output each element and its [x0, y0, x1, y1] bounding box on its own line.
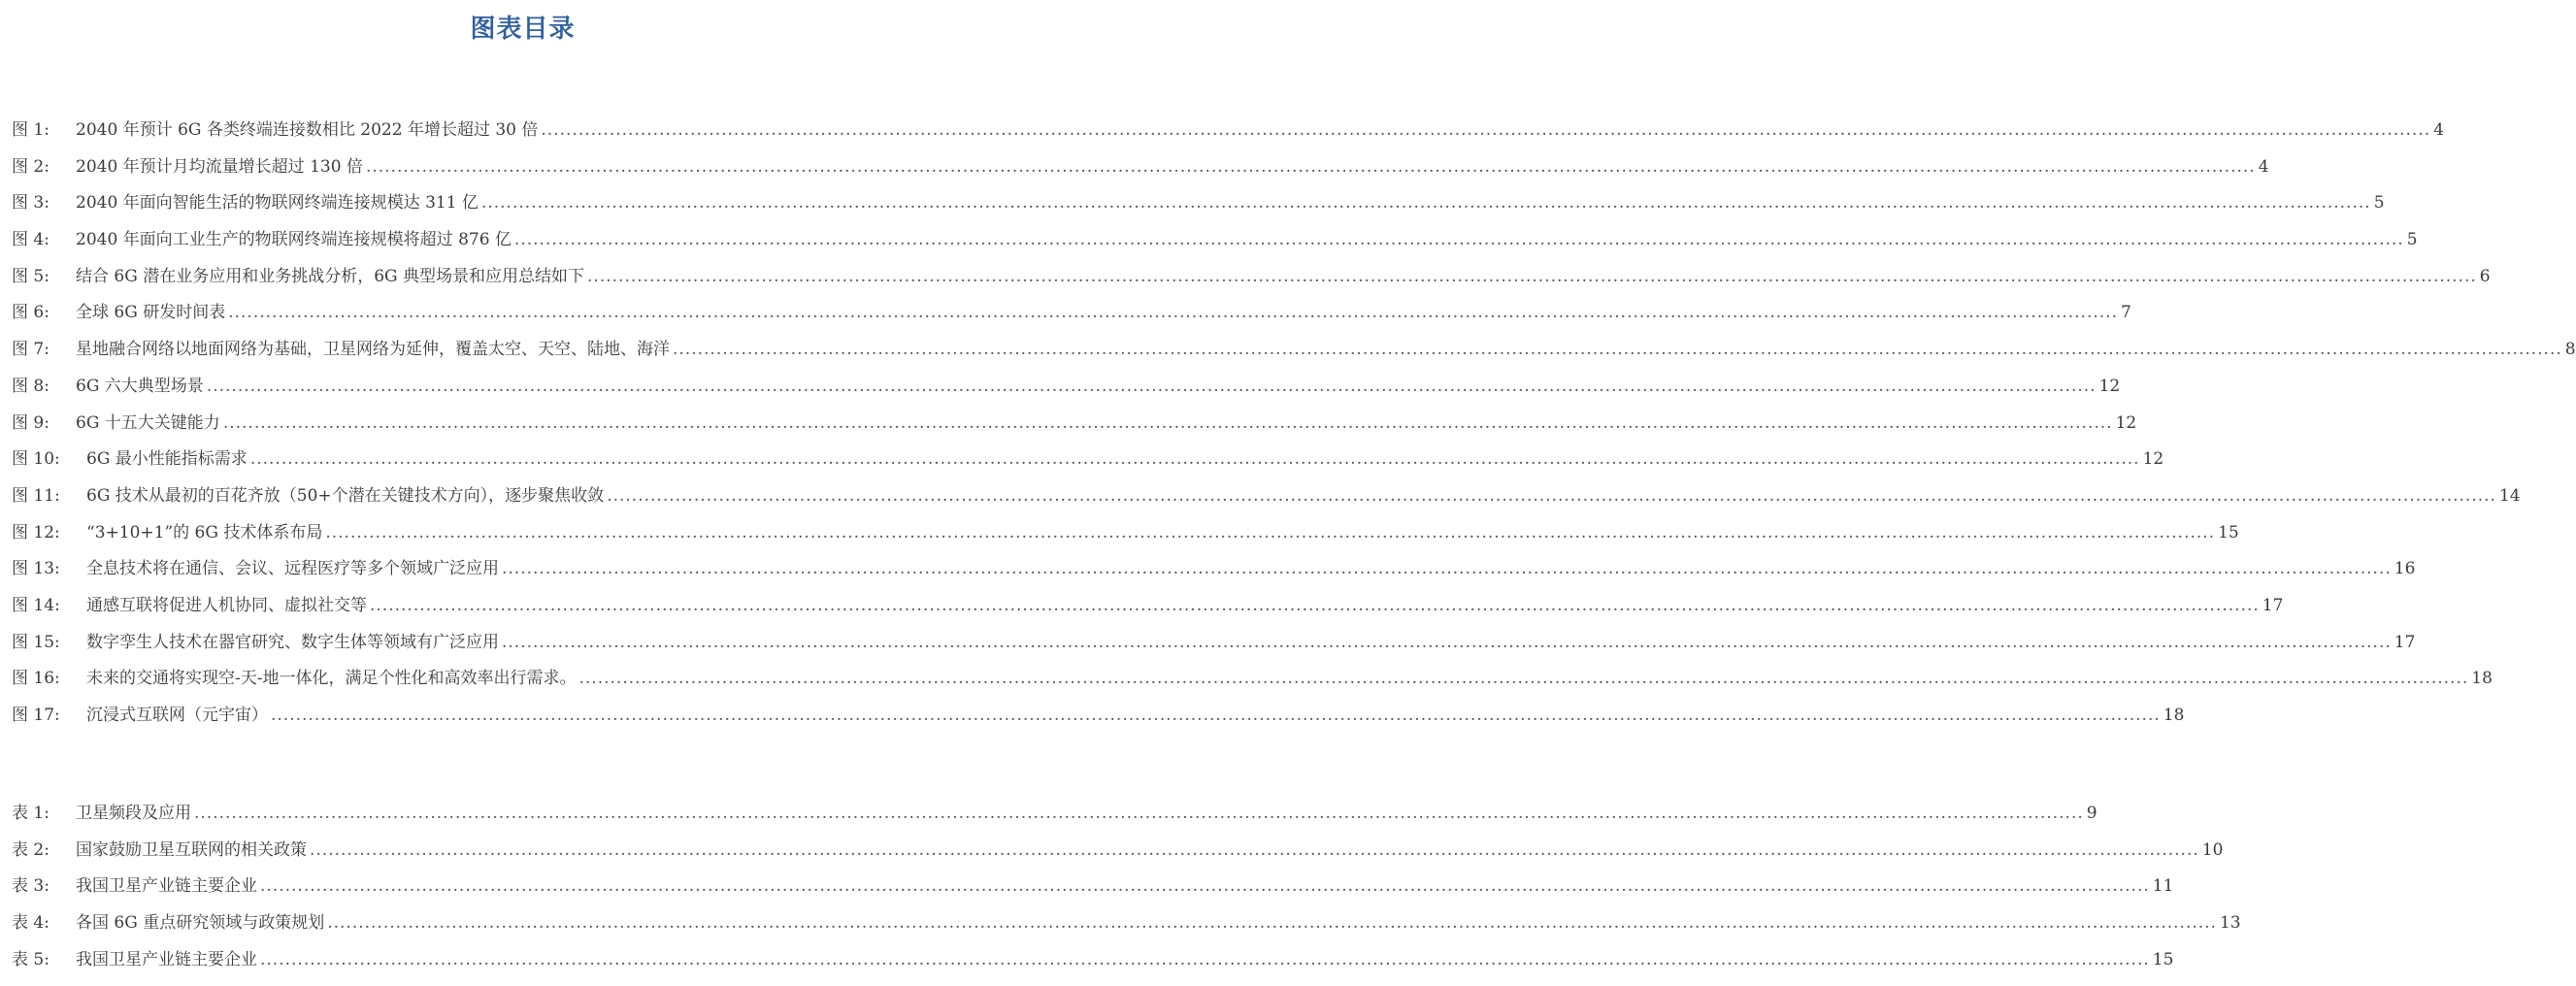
- toc-page[interactable]: 17: [2262, 595, 2284, 615]
- dot-leader: [260, 869, 2150, 905]
- toc-page[interactable]: 17: [2394, 632, 2416, 652]
- toc-text[interactable]: 星地融合网络以地面网络为基础，卫星网络为延伸，覆盖太空、天空、陆地、海洋: [76, 340, 670, 360]
- toc-page[interactable]: 6: [2479, 266, 2491, 286]
- toc-page[interactable]: 10: [2201, 839, 2224, 860]
- toc-text[interactable]: 沉浸式互联网（元宇宙）: [86, 706, 268, 725]
- toc-page[interactable]: 16: [2394, 559, 2416, 579]
- toc-page[interactable]: 8: [2564, 340, 2576, 360]
- toc-label: 图 13:: [12, 559, 60, 579]
- toc-page[interactable]: 4: [2258, 156, 2269, 177]
- toc-text[interactable]: 6G 最小性能指标需求: [86, 449, 248, 470]
- toc-label: 图 4:: [12, 230, 50, 250]
- toc-label: 图 16:: [12, 669, 60, 689]
- toc-text[interactable]: 通感互联将促进人机协同、虚拟社交等: [86, 595, 367, 615]
- dot-leader: [327, 905, 2217, 942]
- dot-leader: [370, 588, 2260, 625]
- toc-row[interactable]: [12, 222, 2418, 259]
- dot-leader: [541, 113, 2430, 149]
- toc-label: 图 2:: [12, 156, 50, 177]
- dot-leader: [502, 625, 2392, 662]
- toc-row[interactable]: [12, 478, 2521, 515]
- toc-label: 表 4:: [12, 913, 50, 934]
- toc-page[interactable]: 14: [2498, 485, 2521, 506]
- dot-leader: [579, 661, 2469, 698]
- toc-row[interactable]: [12, 295, 2131, 332]
- toc-label: 图 7:: [12, 340, 50, 360]
- dot-leader: [366, 149, 2256, 186]
- dot-leader: [673, 332, 2562, 369]
- toc-text[interactable]: 2040 年预计 6G 各类终端连接数相比 2022 年增长超过 30 倍: [76, 120, 539, 140]
- toc-label: 图 15:: [12, 632, 60, 652]
- toc-page[interactable]: 15: [2218, 522, 2239, 542]
- toc-text[interactable]: 2040 年面向工业生产的物联网终端连接规模将超过 876 亿: [76, 230, 512, 250]
- toc-page[interactable]: 13: [2219, 913, 2241, 934]
- toc-label: 图 8:: [12, 376, 50, 396]
- toc-page[interactable]: 9: [2086, 804, 2097, 823]
- dot-leader: [514, 222, 2404, 259]
- toc-row[interactable]: [12, 259, 2491, 296]
- toc-page[interactable]: 5: [2373, 193, 2385, 214]
- toc-row[interactable]: [12, 869, 2174, 905]
- dot-leader: [207, 369, 2097, 406]
- toc-label: 图 5:: [12, 266, 50, 286]
- toc-page[interactable]: 5: [2406, 230, 2418, 250]
- toc-label: 图 6:: [12, 303, 50, 323]
- dot-leader: [194, 796, 2084, 833]
- toc-text[interactable]: 我国卫星产业链主要企业: [76, 876, 257, 897]
- toc-row[interactable]: [12, 796, 2097, 833]
- toc-row[interactable]: [12, 588, 2284, 625]
- toc-text[interactable]: 2040 年预计月均流量增长超过 130 倍: [76, 156, 363, 177]
- toc-row[interactable]: [12, 332, 2576, 369]
- toc-row[interactable]: [12, 905, 2241, 942]
- toc-text[interactable]: 国家鼓励卫星互联网的相关政策: [76, 839, 307, 860]
- dot-leader: [310, 833, 2199, 870]
- toc-text[interactable]: 全息技术将在通信、会议、远程医疗等多个领域广泛应用: [86, 559, 499, 579]
- toc-label: 图 17:: [12, 706, 60, 725]
- toc-page[interactable]: 15: [2152, 949, 2174, 970]
- toc-label: 图 9:: [12, 412, 50, 433]
- dot-leader: [481, 185, 2371, 222]
- toc-text[interactable]: 各国 6G 重点研究领域与政策规划: [76, 913, 325, 934]
- dot-leader: [607, 478, 2496, 515]
- toc-page[interactable]: 12: [2142, 449, 2164, 470]
- toc-text[interactable]: 未来的交通将实现空-天-地一体化，满足个性化和高效率出行需求。: [86, 669, 577, 689]
- toc-label: 图 11:: [12, 485, 60, 506]
- dot-leader: [228, 295, 2118, 332]
- toc-text[interactable]: 我国卫星产业链主要企业: [76, 949, 257, 970]
- toc-label: 表 5:: [12, 949, 50, 970]
- toc-row[interactable]: [12, 149, 2269, 186]
- toc-label: 表 3:: [12, 876, 50, 897]
- dot-leader: [502, 551, 2392, 588]
- toc-row[interactable]: [12, 661, 2493, 698]
- toc-label: 图 12:: [12, 522, 60, 542]
- toc-text[interactable]: 6G 六大典型场景: [76, 376, 204, 396]
- dot-leader: [587, 259, 2477, 296]
- toc-text[interactable]: 结合 6G 潜在业务应用和业务挑战分析，6G 典型场景和应用总结如下: [76, 266, 585, 286]
- table-list: [12, 796, 2241, 978]
- toc-label: 图 3:: [12, 193, 50, 214]
- toc-label: 图 10:: [12, 449, 60, 470]
- toc-page[interactable]: 12: [2115, 412, 2137, 433]
- toc-page[interactable]: 4: [2433, 120, 2444, 140]
- toc-text[interactable]: 全球 6G 研发时间表: [76, 303, 226, 323]
- dot-leader: [223, 406, 2113, 443]
- dot-leader: [271, 698, 2161, 735]
- toc-row[interactable]: [12, 442, 2164, 478]
- toc-page[interactable]: 11: [2152, 876, 2174, 897]
- toc-row[interactable]: [12, 833, 2224, 870]
- toc-row[interactable]: [12, 113, 2444, 149]
- toc-page[interactable]: 18: [2163, 706, 2185, 725]
- toc-row[interactable]: [12, 625, 2416, 662]
- toc-row[interactable]: [12, 406, 2137, 443]
- toc-label: 图 14:: [12, 595, 60, 615]
- toc-page[interactable]: 18: [2471, 669, 2493, 689]
- toc-label: 表 1:: [12, 804, 50, 823]
- toc-row[interactable]: [12, 369, 2121, 406]
- toc-row[interactable]: [12, 698, 2185, 735]
- toc-label: 表 2:: [12, 839, 50, 860]
- toc-row[interactable]: [12, 515, 2239, 552]
- figure-list: [12, 113, 2576, 735]
- toc-text[interactable]: 6G 技术从最初的百花齐放（50+个潜在关键技术方向），逐步聚焦收敛: [86, 485, 605, 506]
- toc-text[interactable]: 卫星频段及应用: [76, 804, 191, 823]
- toc-text[interactable]: 数字孪生人技术在器官研究、数字生体等领域有广泛应用: [86, 632, 499, 652]
- dot-leader: [250, 442, 2140, 478]
- dot-leader: [260, 942, 2150, 979]
- page-title: 图表目录: [470, 15, 576, 44]
- toc-row[interactable]: [12, 551, 2416, 588]
- toc-text[interactable]: 6G 十五大关键能力: [76, 412, 220, 433]
- toc-row[interactable]: [12, 942, 2174, 979]
- toc-row[interactable]: [12, 185, 2385, 222]
- toc-label: 图 1:: [12, 120, 50, 140]
- toc-page[interactable]: 7: [2120, 303, 2131, 323]
- toc-page[interactable]: 12: [2098, 376, 2121, 396]
- dot-leader: [325, 515, 2215, 552]
- toc-text[interactable]: “3+10+1”的 6G 技术体系布局: [86, 522, 323, 542]
- toc-text[interactable]: 2040 年面向智能生活的物联网终端连接规模达 311 亿: [76, 193, 479, 214]
